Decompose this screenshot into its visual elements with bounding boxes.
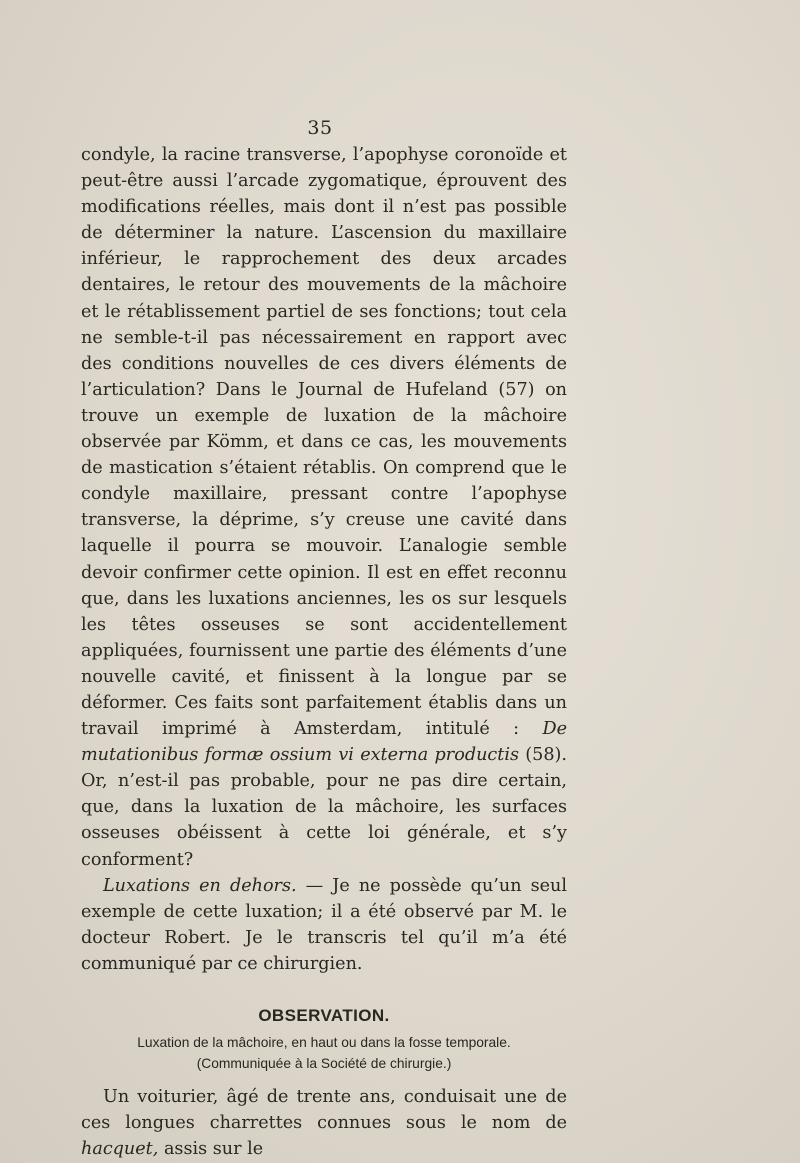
observation-text-start: Un voiturier, âgé de trente ans, conduisait une de ces longues charrettes connues sous le nom de xyxy=(81,1087,567,1134)
paragraph-1 xyxy=(81,142,567,873)
paragraph-2-text: — Je ne possède qu’un seul exemple de cette luxation; il a été observé par M. le docteur Robert. Je le transcris tel qu’il m’a été communiqué par ce chirurgien. xyxy=(81,875,567,974)
observation-text-end: assis sur le xyxy=(163,1139,264,1160)
page-number: 35 xyxy=(307,117,333,139)
observation-note: (Communiquée à la Société de chirurgie.) xyxy=(196,1056,452,1071)
paragraph-1-text: condyle, la racine transverse, l’apophyse coronoïde et peut-être aussi l’arcade zygomatique, éprouvent des modifications réelles, mais dont il n’est pas possible de déterminer la nature. L’ascension du maxillaire inférieur, le rapprochement des deux arcades dentaires, le retour des mouvements de la mâchoire et le rétablissement partiel de ses fonctions; tout cela ne semble-t-il pas nécessairement en rapport avec des conditions nouvelles de ces divers éléments de l’articulation? Dans le Journal de Hufeland (57) on trouve un exemple de luxation de la mâchoire observée par Kömm, et dans ce cas, les mouvements de mastication s’étaient rétablis. On comprend que le condyle maxillaire, pressant contre l’apophyse transverse, la déprime, s’y creuse une cavité dans laquelle il pourra se mouvoir. L’analogie semble devoir confirmer cette opinion. Il est en effet reconnu que, dans les luxations anciennes, les os sur lesquels les têtes osseuses se sont accidentellement appliquées, fournissent une partie des éléments d’une nouvelle cavité, et finissent à la longue par se déformer. Ces faits sont parfaitement établis dans un travail imprimé à Amsterdam, intitulé : xyxy=(81,145,567,740)
spacer xyxy=(81,1074,567,1084)
observation-title: OBSERVATION. xyxy=(258,1006,390,1025)
text-block xyxy=(81,142,567,1162)
section-heading-luxations-en-dehors: Luxations en dehors. xyxy=(103,875,297,896)
paragraph-1-end: (58). Or, n’est-il pas probable, pour ne pas dire certain, que, dans la luxation de la mâchoire, les surfaces osseuses obéissent à cette loi générale, et s’y conforment? xyxy=(81,745,568,870)
observation-subtitle: Luxation de la mâchoire, en haut ou dans la fosse temporale. xyxy=(137,1035,511,1050)
paragraph-2 xyxy=(81,873,567,977)
cited-work-title: De mutationibus formæ ossium vi externa productis xyxy=(81,719,568,766)
observation-term: hacquet, xyxy=(81,1139,159,1160)
observation-paragraph xyxy=(81,1084,567,1162)
